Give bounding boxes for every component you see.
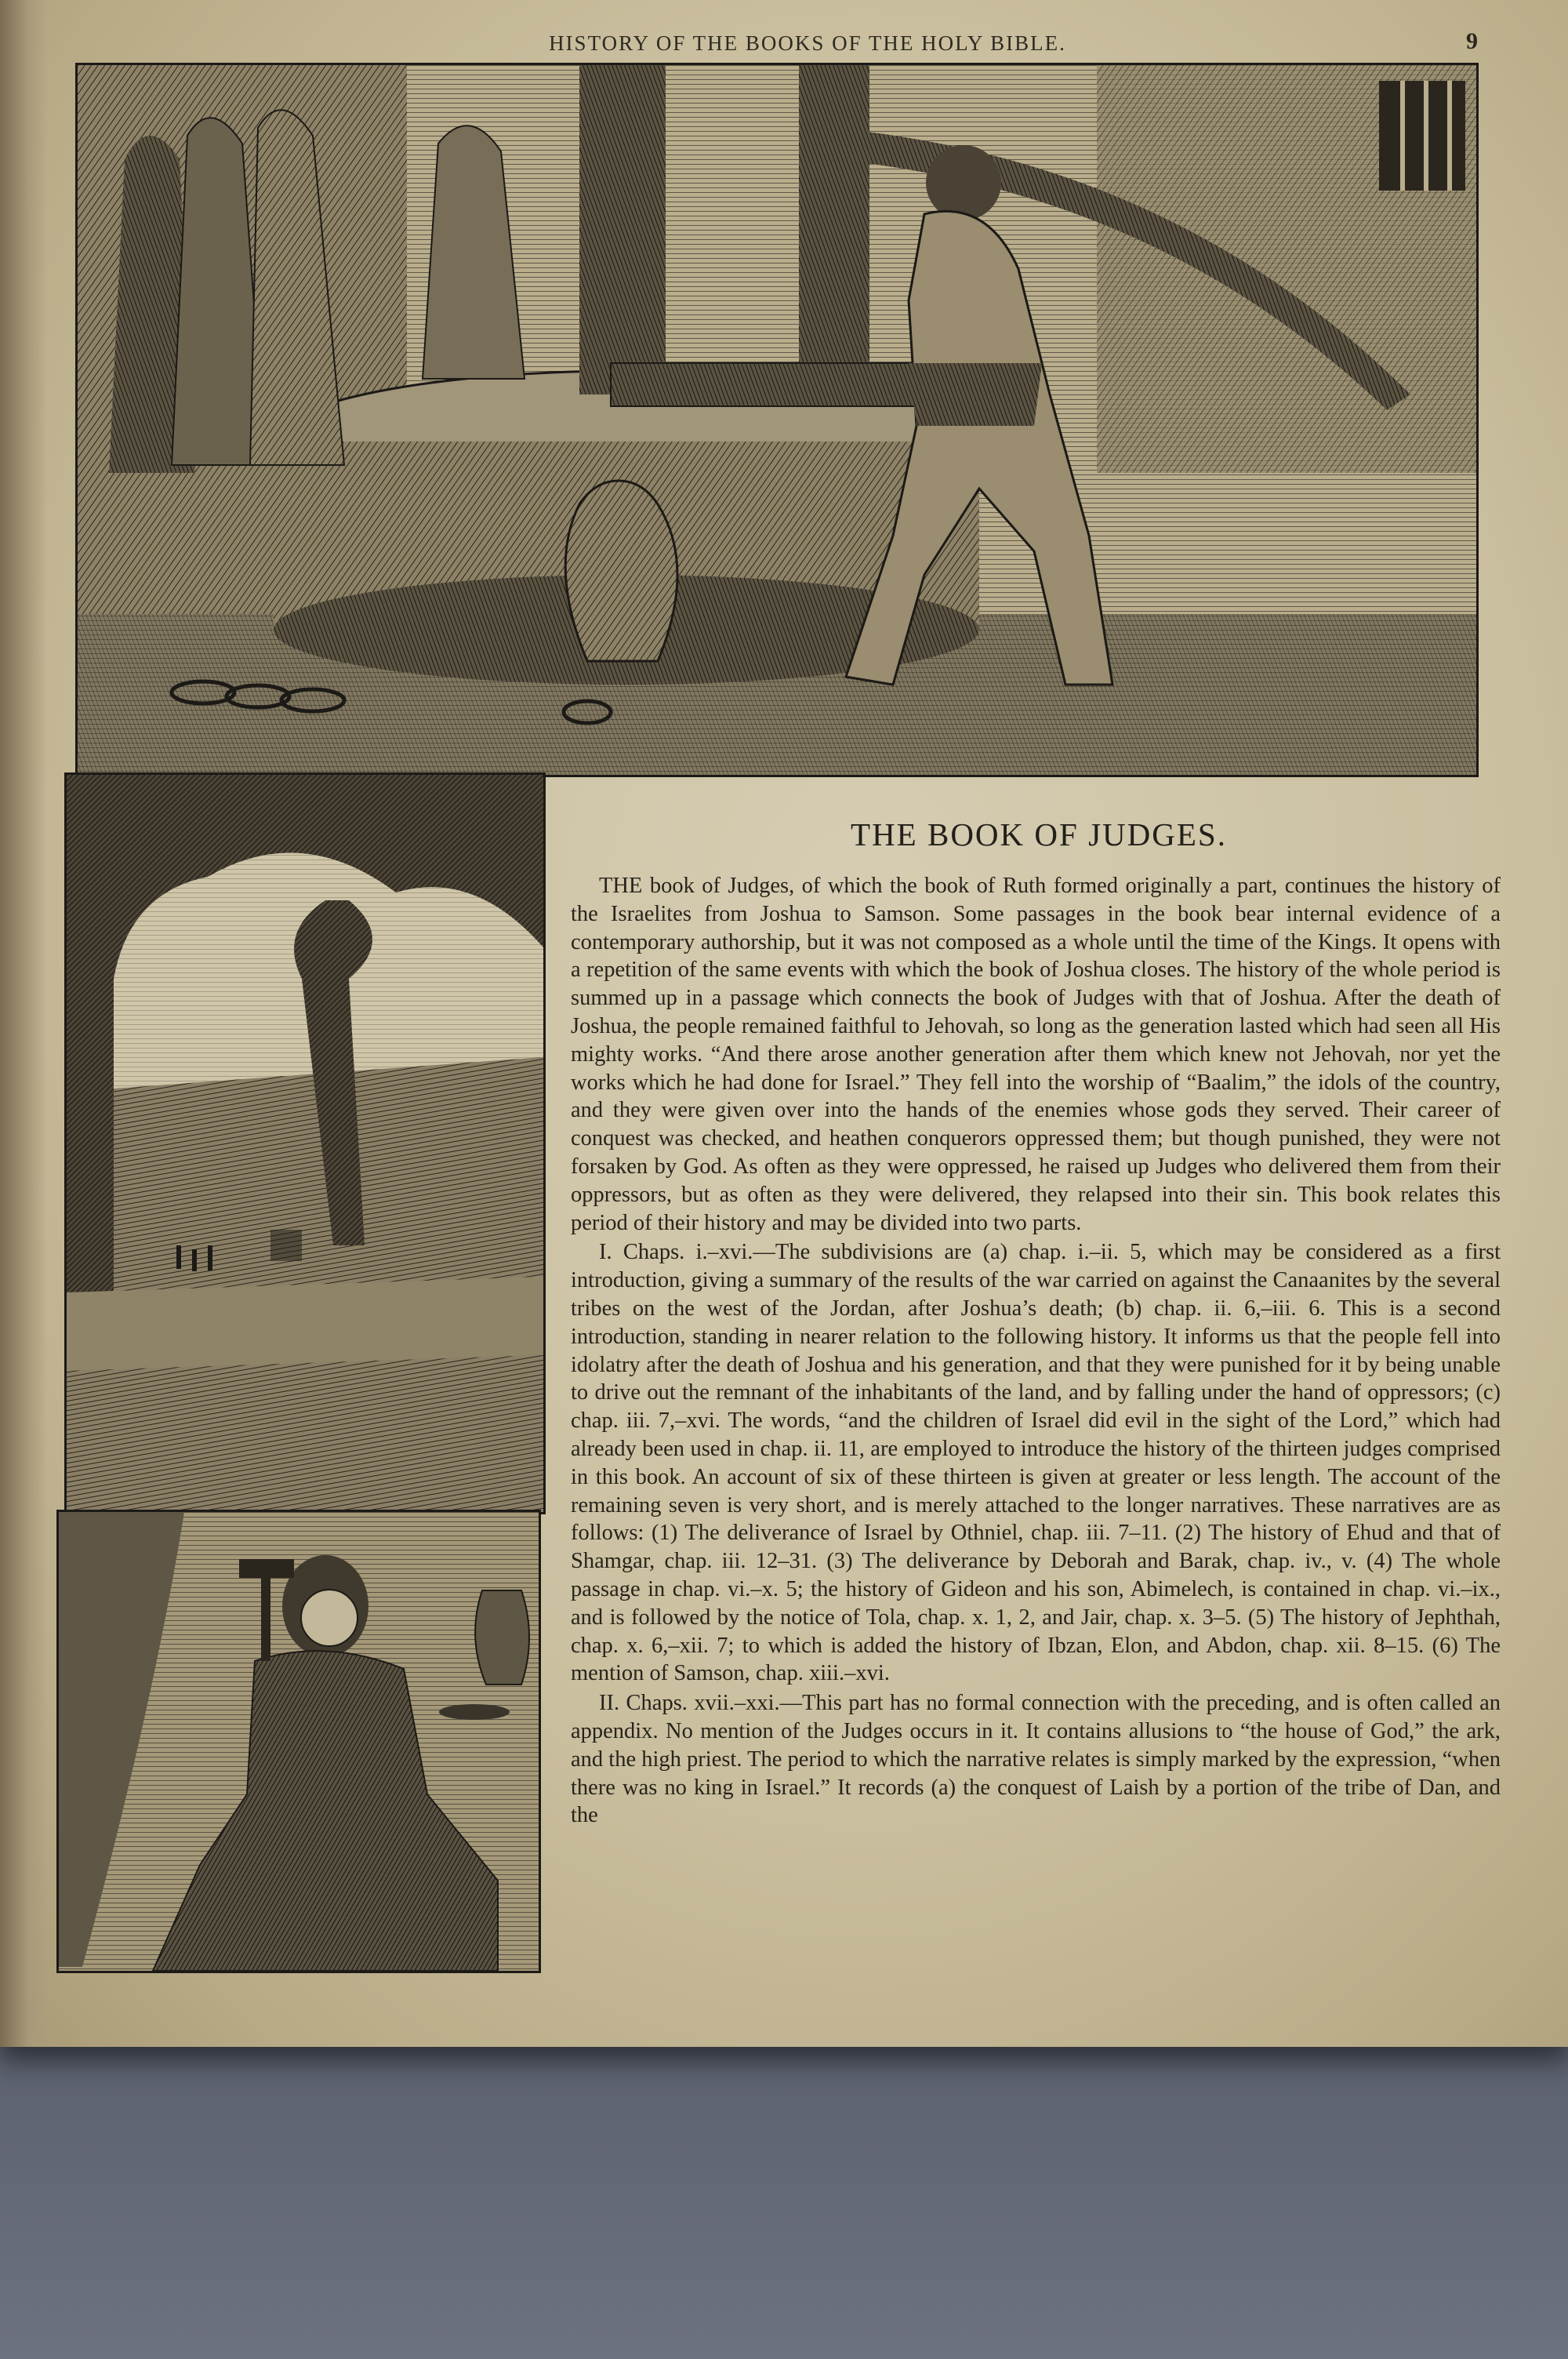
engraving-samson-at-mill xyxy=(75,63,1479,777)
engraving-landscape-arch xyxy=(64,772,546,1514)
paragraph-intro: THE book of Judges, of which the book of Ruth formed originally a part, continues the history of the Israelites from Joshua to Samson. Some passages in the book bear internal evidence of a contemporary authorship, but it was not composed as a whole until the time of the Kings. It opens with a repetition of the same events with which the book of Joshua closes. The history of the whole period is summed up in a passage which connects the book of Judges with that of Joshua. After the death of Joshua, the people remained faithful to Jehovah, so long as the generation lasted which had seen all His mighty works. “And there arose another generation after them which knew not Jehovah, nor yet the works which he had done for Israel.” They fell into the worship of “Baalim,” the idols of the country, and they were given over into the hands of the enemies whose gods they served. Their career of conquest was checked, and heathen conquerors oppressed them; but though punished, they were not forsaken by God. As often as they were oppressed, he raised up Judges who delivered them from their oppressors, but as often as they were delivered, they relapsed into their sin. This book relates this period of their history and may be divided into two parts. xyxy=(571,874,1501,1235)
page-gutter xyxy=(0,0,47,2047)
paragraph-part-two: II. Chaps. xvii.–xxi.—This part has no formal connection with the preceding, and is often called an appendix. No mention of the Judges occurs in it. It contains allusions to “the house of God,” the ark, and the high priest. The period to which the narrative relates is simply marked by the expression, “when there was no king in Israel.” It records (a) the conquest of Laish by a portion of the tribe of Dan, and the xyxy=(571,1691,1501,1828)
body-text xyxy=(571,872,1501,1830)
paragraph-part-one: I. Chaps. i.–xvi.—The subdivisions are (a) chap. i.–ii. 5, which may be considered as a first introduction, giving a summary of the results of the war carried on against the Canaanites by the several tribes on the west of the Jordan, after Joshua’s death; (b) chap. ii. 6,–iii. 6. This is a second introduction, standing in nearer relation to the following history. It informs us that the people fell into idolatry after the death of Joshua and his generation, and that they were punished for it by being unable to drive out the remnant of the inhabitants of the land, and by falling under the hand of oppressors; (c) chap. iii. 7,–xvi. The words, “and the children of Israel did evil in the sight of the Lord,” which had already been used in chap. ii. 11, are employed to introduce the history of the thirteen judges comprised in this book. An account of six of these thirteen is given at greater or less length. The account of the remaining seven is very short, and is merely attached to the longer narratives. These narratives are as follows: (1) The deliverance of Israel by Othniel, chap. iii. 7–11. (2) The history of Ehud and that of Shamgar, chap. iii. 12–31. (3) The deliverance by Deborah and Barak, chap. iv., v. (4) The whole passage in chap. vi.–x. 5; the history of Gideon and his son, Abimelech, is contained in chap. vi.–ix., and is followed by the notice of Tola, chap. x. 1, 2, and Jair, chap. x. 3–5. (5) The history of Jephthah, chap. x. 6,–xii. 7; to which is added the history of Ibzan, Elon, and Abdon, chap. xii. 8–15. (6) The mention of Samson, chap. xiii.–xvi. xyxy=(571,1240,1501,1686)
chapter-title: THE BOOK OF JUDGES. xyxy=(851,816,1227,852)
page-number: 9 xyxy=(1466,28,1478,54)
running-head: HISTORY OF THE BOOKS OF THE HOLY BIBLE. xyxy=(549,31,1066,55)
engraving-woman-with-hammer xyxy=(56,1510,541,1973)
